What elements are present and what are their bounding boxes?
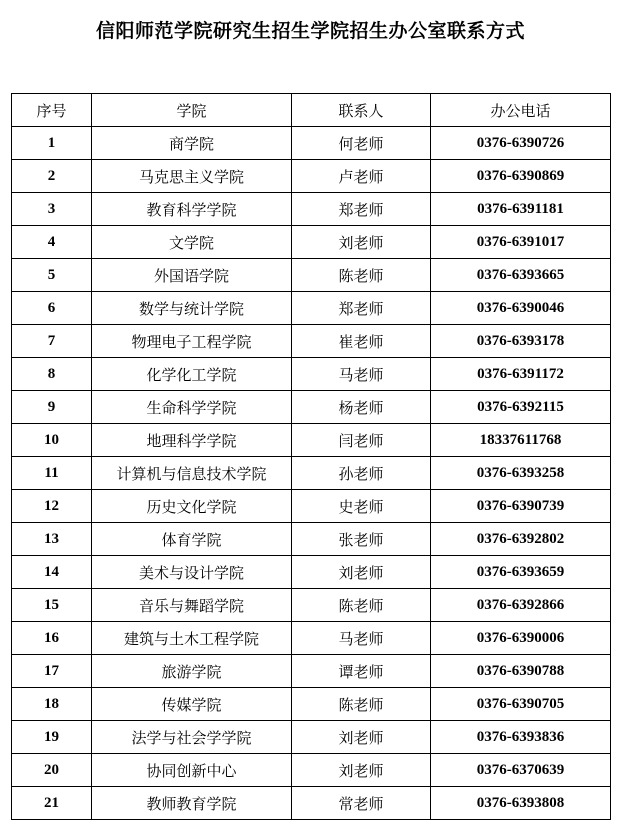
office-phone: 0376-6390869 bbox=[431, 160, 611, 193]
row-number: 1 bbox=[12, 127, 92, 160]
row-number: 8 bbox=[12, 358, 92, 391]
college-name: 传媒学院 bbox=[92, 688, 292, 721]
table-row bbox=[12, 160, 611, 193]
contact-person: 何老师 bbox=[292, 127, 431, 160]
contact-person: 谭老师 bbox=[292, 655, 431, 688]
contact-person: 闫老师 bbox=[292, 424, 431, 457]
contact-person: 刘老师 bbox=[292, 226, 431, 259]
header-no: 序号 bbox=[12, 94, 92, 127]
college-name: 建筑与土木工程学院 bbox=[92, 622, 292, 655]
contact-person: 卢老师 bbox=[292, 160, 431, 193]
row-number: 18 bbox=[12, 688, 92, 721]
table-row bbox=[12, 523, 611, 556]
college-name: 音乐与舞蹈学院 bbox=[92, 589, 292, 622]
college-name: 物理电子工程学院 bbox=[92, 325, 292, 358]
row-number: 9 bbox=[12, 391, 92, 424]
college-name: 历史文化学院 bbox=[92, 490, 292, 523]
office-phone: 0376-6390726 bbox=[431, 127, 611, 160]
table-row bbox=[12, 127, 611, 160]
header-phone: 办公电话 bbox=[431, 94, 611, 127]
row-number: 6 bbox=[12, 292, 92, 325]
header-contact: 联系人 bbox=[292, 94, 431, 127]
college-name: 文学院 bbox=[92, 226, 292, 259]
office-phone: 0376-6391181 bbox=[431, 193, 611, 226]
office-phone: 0376-6392866 bbox=[431, 589, 611, 622]
college-name: 生命科学学院 bbox=[92, 391, 292, 424]
contact-person: 马老师 bbox=[292, 622, 431, 655]
table-row bbox=[12, 787, 611, 820]
college-name: 外国语学院 bbox=[92, 259, 292, 292]
office-phone: 0376-6390006 bbox=[431, 622, 611, 655]
contact-person: 杨老师 bbox=[292, 391, 431, 424]
page-title: 信阳师范学院研究生招生学院招生办公室联系方式 bbox=[95, 20, 525, 42]
college-name: 马克思主义学院 bbox=[92, 160, 292, 193]
table-header-row bbox=[12, 94, 611, 127]
table-body bbox=[12, 127, 611, 820]
row-number: 5 bbox=[12, 259, 92, 292]
college-name: 教育科学学院 bbox=[92, 193, 292, 226]
row-number: 14 bbox=[12, 556, 92, 589]
office-phone: 0376-6393659 bbox=[431, 556, 611, 589]
table-row bbox=[12, 721, 611, 754]
table-row bbox=[12, 259, 611, 292]
row-number: 15 bbox=[12, 589, 92, 622]
table-row bbox=[12, 193, 611, 226]
college-name: 商学院 bbox=[92, 127, 292, 160]
college-name: 教师教育学院 bbox=[92, 787, 292, 820]
contact-person: 孙老师 bbox=[292, 457, 431, 490]
contact-person: 陈老师 bbox=[292, 688, 431, 721]
table-row bbox=[12, 589, 611, 622]
office-phone: 18337611768 bbox=[431, 424, 611, 457]
contact-person: 陈老师 bbox=[292, 259, 431, 292]
college-name: 体育学院 bbox=[92, 523, 292, 556]
row-number: 21 bbox=[12, 787, 92, 820]
contact-person: 陈老师 bbox=[292, 589, 431, 622]
office-phone: 0376-6390739 bbox=[431, 490, 611, 523]
college-name: 美术与设计学院 bbox=[92, 556, 292, 589]
table-row bbox=[12, 754, 611, 787]
college-name: 计算机与信息技术学院 bbox=[92, 457, 292, 490]
office-phone: 0376-6393258 bbox=[431, 457, 611, 490]
contact-person: 郑老师 bbox=[292, 193, 431, 226]
office-phone: 0376-6393665 bbox=[431, 259, 611, 292]
row-number: 16 bbox=[12, 622, 92, 655]
office-phone: 0376-6390788 bbox=[431, 655, 611, 688]
contact-person: 刘老师 bbox=[292, 721, 431, 754]
college-name: 旅游学院 bbox=[92, 655, 292, 688]
office-phone: 0376-6390705 bbox=[431, 688, 611, 721]
table-row bbox=[12, 391, 611, 424]
contact-person: 郑老师 bbox=[292, 292, 431, 325]
table-row bbox=[12, 358, 611, 391]
college-name: 化学化工学院 bbox=[92, 358, 292, 391]
office-phone: 0376-6392802 bbox=[431, 523, 611, 556]
office-phone: 0376-6391172 bbox=[431, 358, 611, 391]
table-row bbox=[12, 655, 611, 688]
row-number: 12 bbox=[12, 490, 92, 523]
row-number: 4 bbox=[12, 226, 92, 259]
table-row bbox=[12, 688, 611, 721]
office-phone: 0376-6390046 bbox=[431, 292, 611, 325]
contact-person: 马老师 bbox=[292, 358, 431, 391]
contact-person: 刘老师 bbox=[292, 754, 431, 787]
row-number: 3 bbox=[12, 193, 92, 226]
row-number: 17 bbox=[12, 655, 92, 688]
row-number: 7 bbox=[12, 325, 92, 358]
office-phone: 0376-6393836 bbox=[431, 721, 611, 754]
table-row bbox=[12, 622, 611, 655]
college-name: 法学与社会学学院 bbox=[92, 721, 292, 754]
row-number: 11 bbox=[12, 457, 92, 490]
header-college: 学院 bbox=[92, 94, 292, 127]
contact-person: 崔老师 bbox=[292, 325, 431, 358]
office-phone: 0376-6391017 bbox=[431, 226, 611, 259]
row-number: 20 bbox=[12, 754, 92, 787]
office-phone: 0376-6392115 bbox=[431, 391, 611, 424]
contact-person: 史老师 bbox=[292, 490, 431, 523]
table-row bbox=[12, 424, 611, 457]
office-phone: 0376-6393178 bbox=[431, 325, 611, 358]
contact-person: 张老师 bbox=[292, 523, 431, 556]
college-name: 数学与统计学院 bbox=[92, 292, 292, 325]
row-number: 13 bbox=[12, 523, 92, 556]
table-row bbox=[12, 556, 611, 589]
office-phone: 0376-6370639 bbox=[431, 754, 611, 787]
office-phone: 0376-6393808 bbox=[431, 787, 611, 820]
table-row bbox=[12, 226, 611, 259]
table-row bbox=[12, 457, 611, 490]
college-name: 协同创新中心 bbox=[92, 754, 292, 787]
row-number: 2 bbox=[12, 160, 92, 193]
table-row bbox=[12, 490, 611, 523]
contact-person: 刘老师 bbox=[292, 556, 431, 589]
contacts-table bbox=[11, 93, 611, 820]
contact-person: 常老师 bbox=[292, 787, 431, 820]
table-row bbox=[12, 325, 611, 358]
row-number: 19 bbox=[12, 721, 92, 754]
row-number: 10 bbox=[12, 424, 92, 457]
table-row bbox=[12, 292, 611, 325]
college-name: 地理科学学院 bbox=[92, 424, 292, 457]
